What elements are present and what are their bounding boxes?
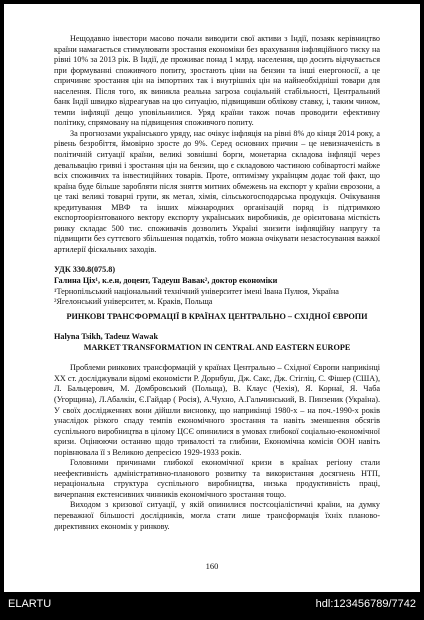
article-title-ua: РИНКОВІ ТРАНСФОРМАЦІЇ В КРАЇНАХ ЦЕНТРАЛЬНО – СХІДНОЇ ЄВРОПИ <box>66 311 368 321</box>
udk-code: УДК 330.8(075.8) <box>54 265 116 275</box>
affiliation-2: ²Ягелонський університет, м. Краків, Польща <box>54 297 213 307</box>
article-title-en: MARKET TRANSFORMATION IN CENTRAL AND EASTERN EUROPE <box>83 342 351 352</box>
handle-id: hdl:123456789/7742 <box>315 598 416 610</box>
page-number: 160 <box>205 561 219 571</box>
authors-ua: Галина Ціх¹, к.е.н, доцент, Тадеуш Вавак², доктор економіки <box>54 276 278 286</box>
viewer-footer <box>0 592 424 620</box>
paragraph-problems: Проблеми ринкових трансформацій у країнах Центрально – Східної Європи наприкінці ХХ ст. досліджували відомі економісти Р. Дорнбуш, Дж. Сакс, Дж. Стігліц, С. Фішер (США), Л. Бальцерович, М. Домбровський (Польща), В. Клаус (Чехія), Я. Корнаї, Я. Чаба (Угорщина), Л.Абалкін, Є.Гайдар ( Росія), А.Чухно, А.Гальчинський, В. Пинзеник (Україна). У своїх дослідженнях вони дійшли висновку, що наприкінці 1980-х – на поч.-1990-х років унаслідок різкого спаду темпів економічного зростання та навіть зменшення обсягів суспільного виробництва в цілому ЦСЄ опинилися в умовах глибокої соціально-економічної кризи. Оцінюючи останню щодо тривалості та глибини, Економічна комісія ООН навіть порівнювала її з Великою депресією 1929-1933 років. <box>54 363 380 457</box>
paragraph-exit: Виходом з кризової ситуації, у якій опинилися постсоціалістичні країни, на думку переважної більшості дослідників, могла стати лише трансформація їхніх планово-директивних економік у ринкову. <box>54 500 380 531</box>
paragraph-india: Нещодавно інвестори масово почали виводити свої активи з Індії, позаяк керівництво країни намагається стимулювати зростання економіки без врахування інфляційного тиску на рівні 10% за 2013 рік. В Індії, де проживає понад 1 млрд. населення, що досить відчувається при формуванні споживчого попиту, зростають ціни на бензин та інші енергоносії, а це спричиняє зростання цін на імпортних так і внутрішніх цін на найнеобхідніші товари для населення. Після того, як виникла реальна загроза соціальній стабільності, Центральний банк Індії швидко відреагував на цю ситуацію, підвищивши облікову ставку, і, таким чином, темпи інфляції дещо уповільнилися. Уряд країни також почав проводити ефективну політику, спрямовану на підвищення споживчого попиту. <box>54 34 380 128</box>
affiliation-1: ¹Тернопільський національний технічний університет імені Івана Пулюя, Україна <box>54 286 339 296</box>
authors-en: Halyna Tsikh, Tadeuz Wawak <box>54 332 159 342</box>
document-page <box>4 4 420 592</box>
paragraph-ukraine-forecast: За прогнозами українського уряду, нас очікує інфляція на рівні 8% до кінця 2014 року, а рівень безробіття, ймовірно зросте до 9%. Серед основних причин – це невизначеність в політичній ситуації країни, великі зовнішні борги, монетарна складова інфляції через девальвацію гривні і зростання цін на бензин, що є складовою частиною собівартості майже всіх споживчих та інвестиційних товарів. Проте, оптимізму українцям додає той факт, що країна буде більше заробляти після зняття митних обмежень на експорт у країни єврозони, а це такі великі товарні групи, як метал, хімія, сільськогосподарська продукція. Очікування кредитування МВФ та інших міжнародних організацій поряд із підтримкою експортоорієнтованого вектору експорту українських виробників, де орієнтована місткість ринку складає 500 тис. споживачів дозволить Україні знизити інфляційну напругу та підвищити без суттєвого збільшення податків, тобто можна очікувати незастосування важкої артилерії фіскальних заходів. <box>54 128 380 254</box>
paragraph-causes: Головними причинами глибокої економічної кризи в країнах регіону стали неефективність адміністративно-планового розвитку та використання досягнень НТП, нераціональна структура суспільного виробництва, низька продуктивність праці, вичерпання екстенсивних чинників економічного зростання тощо. <box>54 458 380 499</box>
repository-name: ELARTU <box>8 598 52 610</box>
page-content <box>54 34 380 532</box>
